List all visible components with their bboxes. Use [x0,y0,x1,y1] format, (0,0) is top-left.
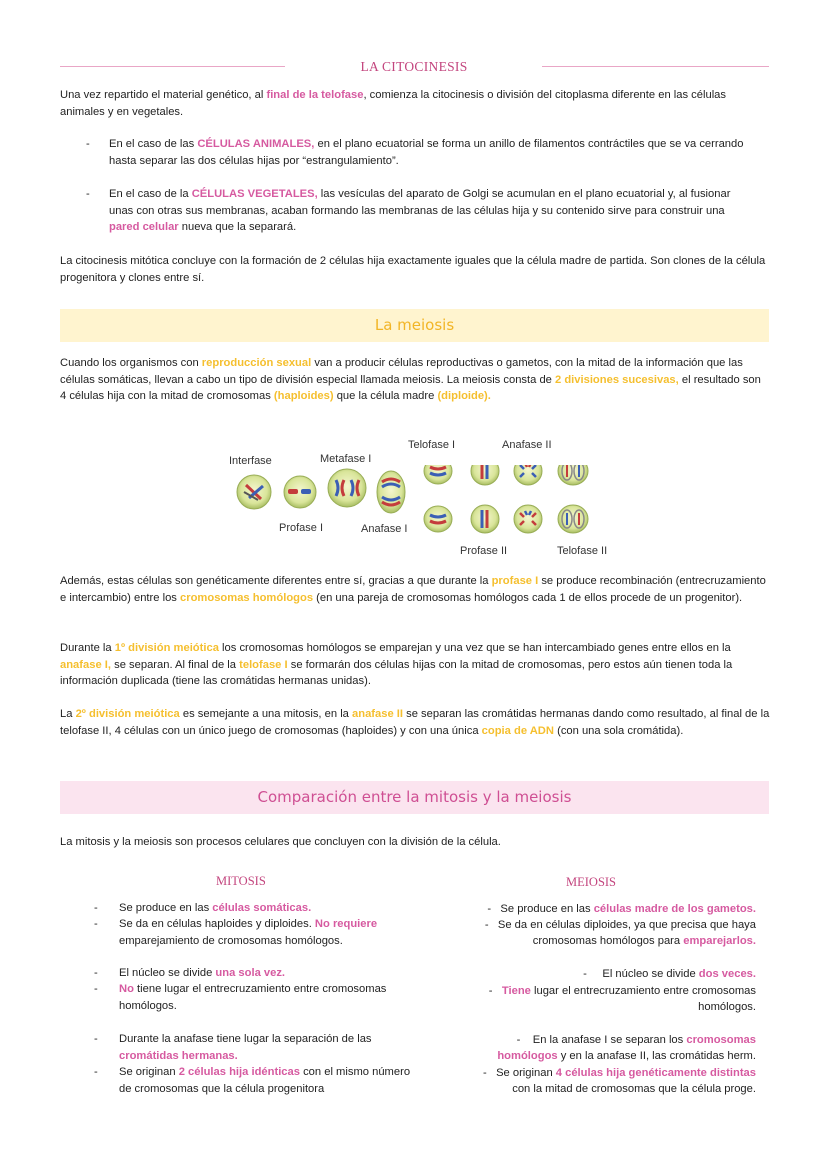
meiosis-column-title: MEIOSIS [566,875,617,889]
meiosis-item: - El núcleo se divide dos veces. [583,968,756,980]
citocinesis-intro: Una vez repartido el material genético, al final de la telofase, comienza la citocinesis o división del citoplasma diferente en las células animales y en vegetales. [60,89,727,118]
label-anafase-2: Anafase II [502,439,552,451]
mitosis-item: - Durante la anafase tiene lugar la separación de las cromátidas hermanas. [94,1033,372,1062]
comparacion-intro: La mitosis y la meiosis son procesos celulares que concluyen con la división de la célula. [60,836,501,848]
cell-telofase-2-bottom [558,505,588,533]
label-telofase-1: Telofase I [408,439,456,451]
meiosis-primera-division-paragraph: Durante la 1º división meiótica los cromosomas homólogos se emparejan y una vez que se han intercambiado genes entre ellos en la anafase I, se separan. Al final de la telofase I se formarán dos células hijas con la mitad de cromosomas, pero estos aún tienen toda la información duplicada (tiene las cromátidas hermanas unidas). [60,642,733,687]
meiosis-item: - Tiene lugar el entrecruzamiento entre cromosomas [488,985,756,997]
mitosis-item: - Se produce en las células somáticas. [94,902,312,914]
citocinesis-conclusion: La citocinesis mitótica concluye con la formación de 2 células hija exactamente iguales que la célula madre de partida. Son clones de la célula progenitora y clones entre sí. [60,255,766,284]
meiosis-item-cont: homólogos. [698,1001,756,1013]
meiosis-item-cont: homólogos y en la anafase II, las cromátidas herm. [497,1050,756,1062]
meiosis-item: - Se da en células diploides, ya que precisa que haya [484,919,756,931]
label-telofase-2: Telofase II [557,545,608,557]
citocinesis-title: LA CITOCINESIS [360,59,468,74]
mitosis-item: - Se originan 2 células hija idénticas con el mismo número de cromosomas que la célula progenitora [94,1066,411,1095]
meiosis-recombinacion-paragraph: Además, estas células son genéticamente diferentes entre sí, gracias a que durante la profase I se produce recombinación (entrecruzamiento e intercambio) entre los cromosomas homólogos (en una pareja de cromosomas homólogos cada 1 de ellos procede de un progenitor). [60,575,766,604]
meiosis-item-cont: cromosomas homólogos para emparejarlos. [532,935,756,947]
bullet-dash: - [86,138,90,150]
comparacion-heading: Comparación entre la mitosis y la meiosis [60,781,769,814]
mitosis-item: - El núcleo se divide una sola vez. [94,967,286,979]
meiosis-item-cont: con la mitad de cromosomas que la célula proge. [512,1083,756,1095]
cell-profase-1 [284,476,316,508]
meiosis-cells-illustration [228,465,598,541]
cell-interfase [237,475,271,509]
cell-profase-2-top [471,465,499,485]
bullet-dash: - [86,188,90,200]
cell-anafase-1 [377,471,405,513]
cell-telofase-2-top [558,465,588,485]
label-anafase-1: Anafase I [361,523,408,535]
meiosis-segunda-division-paragraph: La 2º división meiótica es semejante a una mitosis, en la anafase II se separan las cromátidas hermanas dando como resultado, al final de la telofase II, 4 células con un único juego de cromosomas (haploides) y con una única copia de ADN (con una sola cromátida). [60,708,770,737]
mitosis-item: - No tiene lugar el entrecruzamiento entre cromosomas homólogos. [94,983,387,1012]
cell-telofase-1-top [424,465,452,484]
label-metafase-1: Metafase I [320,453,372,465]
cell-profase-2-bottom [471,505,499,533]
label-profase-2: Profase II [460,545,508,557]
meiosis-item: - Se originan 4 células hija genéticamente distintas [483,1067,756,1079]
cell-metafase-1 [328,469,366,507]
mitosis-column-title: MITOSIS [216,874,266,888]
meiosis-intro: Cuando los organismos con reproducción sexual van a producir células reproductivas o gametos, con la mitad de la información que las células somáticas, llevan a cabo un tipo de división especial llamada meiosis. La meiosis consta de 2 divisiones sucesivas, el resultado son 4 células hija con la mitad de cromosomas (haploides) que la célula madre (diploide). [60,357,761,402]
mitosis-item: - Se da en células haploides y diploides. No requiere emparejamiento de cromosomas homólogos. [94,918,378,947]
meiosis-item: - En la anafase I se separan los cromosomas [516,1034,756,1046]
cell-anafase-2-top [514,465,542,485]
label-interfase: Interfase [229,455,272,467]
cell-anafase-2-bottom [514,505,542,533]
label-profase-1: Profase I [279,522,324,534]
cell-telofase-1-bottom [424,506,452,532]
meiosis-heading: La meiosis [60,309,769,342]
meiosis-item: - Se produce en las células madre de los gametos. [487,903,756,915]
